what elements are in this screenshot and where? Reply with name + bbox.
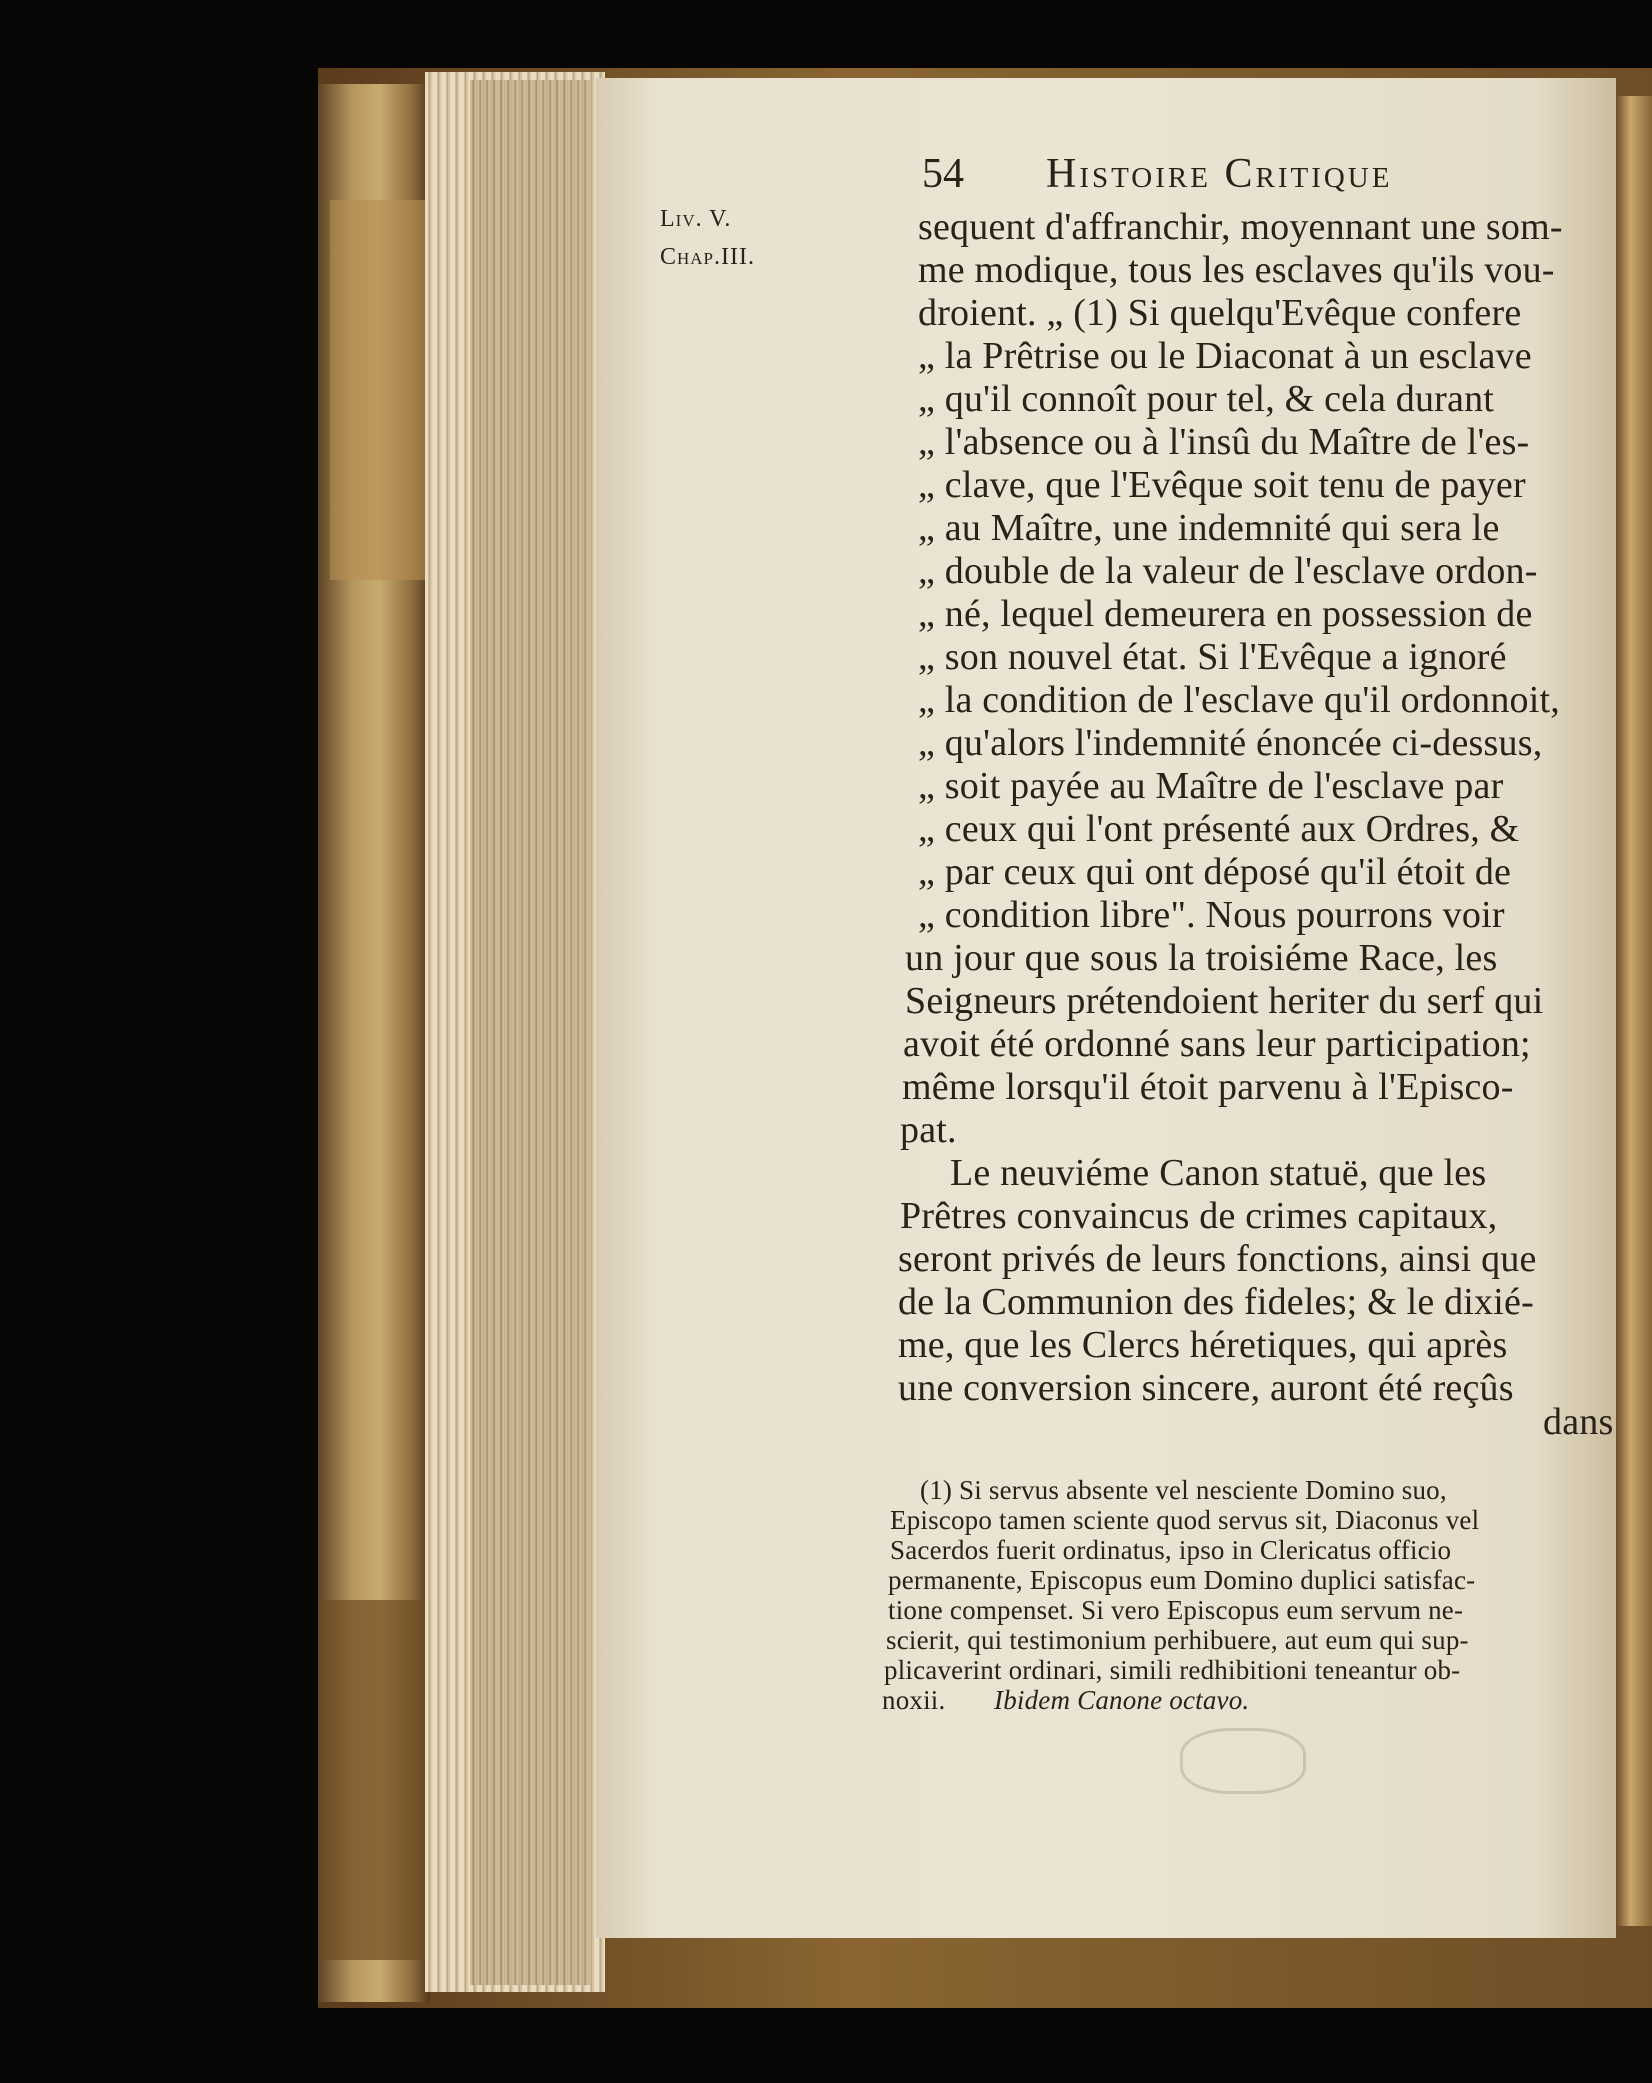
body-line: me, que les Clercs héretiques, qui après — [898, 1324, 1508, 1366]
body-line: „ qu'alors l'indemnité énoncée ci-dessus, — [918, 722, 1543, 764]
footnote-line: noxii. — [882, 1685, 946, 1715]
footnote-line: plicaverint ordinari, simili redhibitioni teneantur ob- — [884, 1655, 1461, 1685]
body-line: un jour que sous la troisiéme Race, les — [905, 937, 1498, 979]
page-stack-edge — [470, 80, 590, 1985]
cover-wear-mark — [322, 1600, 426, 1960]
catchword: dans — [1543, 1401, 1614, 1443]
margin-note-book: Liv. V. — [660, 206, 732, 232]
body-line: „ né, lequel demeurera en possession de — [918, 593, 1533, 635]
body-line: „ condition libre". Nous pourrons voir — [918, 894, 1505, 936]
body-line: „ son nouvel état. Si l'Evêque a ignoré — [918, 636, 1507, 678]
footnote-source: Ibidem Canone octavo. — [994, 1685, 1250, 1715]
body-line: „ la Prêtrise ou le Diaconat à un esclave — [918, 335, 1532, 377]
footnote-line: (1) Si servus absente vel nesciente Domino suo, — [920, 1475, 1447, 1505]
body-line: Seigneurs prétendoient heriter du serf qui — [905, 980, 1544, 1022]
body-line: sequent d'affranchir, moyennant une som- — [918, 206, 1563, 248]
body-line: droient. „ (1) Si quelqu'Evêque confere — [918, 292, 1522, 334]
body-line: de la Communion des fideles; & le dixié- — [898, 1281, 1534, 1323]
body-line: Le neuviéme Canon statuë, que les — [950, 1152, 1487, 1194]
body-line: „ qu'il connoît pour tel, & cela durant — [918, 378, 1495, 420]
footnote-line: scierit, qui testimonium perhibuere, aut eum qui sup- — [886, 1625, 1469, 1655]
footnote-line: tione compenset. Si vero Episcopus eum servum ne- — [888, 1595, 1464, 1625]
ink-stamp-mark — [1180, 1728, 1306, 1794]
body-line: seront privés de leurs fonctions, ainsi que — [898, 1238, 1537, 1280]
body-line: „ double de la valeur de l'esclave ordon- — [918, 550, 1538, 592]
footnote-line: Episcopo tamen sciente quod servus sit, Diaconus vel — [890, 1505, 1480, 1535]
body-line: „ la condition de l'esclave qu'il ordonnoit, — [918, 679, 1560, 721]
body-line: „ au Maître, une indemnité qui sera le — [918, 507, 1500, 549]
footnote-line: Sacerdos fuerit ordinatus, ipso in Clericatus officio — [890, 1535, 1452, 1565]
body-line: „ soit payée au Maître de l'esclave par — [918, 765, 1504, 807]
body-line: Prêtres convaincus de crimes capitaux, — [900, 1195, 1498, 1237]
body-line: „ l'absence ou à l'insû du Maître de l'es- — [918, 421, 1530, 463]
body-line: „ clave, que l'Evêque soit tenu de payer — [918, 464, 1526, 506]
margin-note-chapter: Chap.III. — [660, 244, 755, 270]
cover-wear-mark — [330, 200, 425, 580]
body-line: me modique, tous les esclaves qu'ils vou- — [918, 249, 1555, 291]
facing-page-edge — [1616, 96, 1652, 1926]
body-line: même lorsqu'il étoit parvenu à l'Episco- — [902, 1066, 1514, 1108]
page-number: 54 — [922, 151, 964, 197]
body-line: avoit été ordonné sans leur participation; — [903, 1023, 1531, 1065]
body-line: une conversion sincere, auront été reçûs — [898, 1367, 1514, 1409]
body-line: „ par ceux qui ont déposé qu'il étoit de — [918, 851, 1512, 893]
running-head: Histoire Critique — [1046, 151, 1393, 197]
footnote-line: permanente, Episcopus eum Domino duplici satisfac- — [888, 1565, 1476, 1595]
body-line: pat. — [900, 1109, 957, 1151]
body-line: „ ceux qui l'ont présenté aux Ordres, & — [918, 808, 1520, 850]
